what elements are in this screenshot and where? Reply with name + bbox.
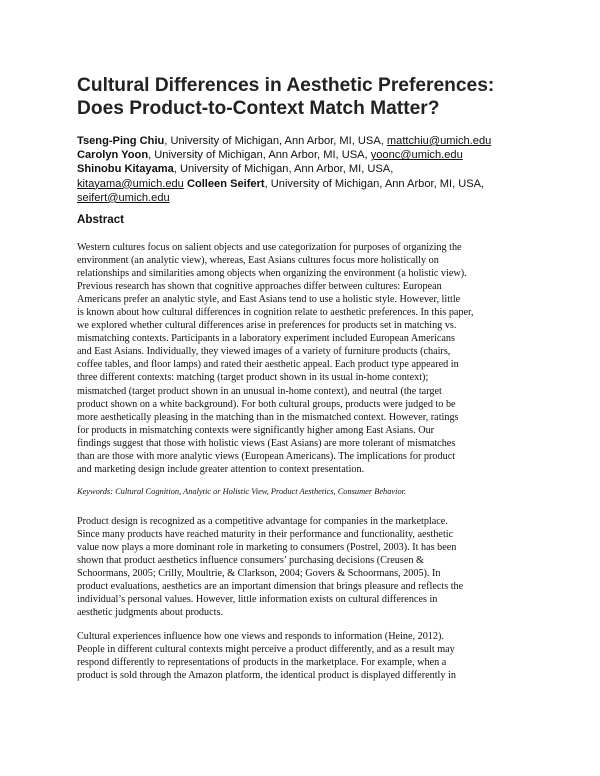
- text-line: Western cultures focus on salient objects and use categorization for purposes of organizing the: [77, 242, 462, 254]
- author-email-link[interactable]: kitayama@umich.edu: [77, 177, 184, 190]
- title-line: Does Product-to-Context Match Matter?: [77, 98, 440, 119]
- author-email-link[interactable]: seifert@umich.edu: [77, 191, 170, 204]
- text-line: respond differently to representations of products in the marketplace. For example, when a: [77, 657, 447, 669]
- author-name: Tseng-Ping Chiu: [77, 135, 165, 147]
- text-line: Since many products have reached maturity in their performance and functionality, aesthetic: [77, 528, 454, 540]
- text-line: three different contexts: matching (target product shown in its usual in-home context);: [77, 372, 429, 384]
- text-line: Previous research has shown that cognitive approaches differ between cultures: European: [77, 281, 442, 293]
- text-line: individual’s personal values. However, little information exists on cultural differences in: [77, 594, 438, 606]
- text-line: People in different cultural contexts might perceive a product differently, and as a result may: [77, 644, 455, 656]
- author-line: [77, 191, 525, 205]
- body-paragraph: [77, 515, 525, 619]
- text-line: aesthetic judgments about products.: [77, 607, 223, 619]
- text-line: coffee tables, and floor lamps) and rated their aesthetic appeal. Each product type appeared in: [77, 359, 459, 371]
- abstract-text: [77, 241, 525, 476]
- author-line: [77, 148, 525, 162]
- paper-page: [77, 74, 525, 693]
- author-affiliation: , University of Michigan, Ann Arbor, MI, USA,: [148, 149, 371, 162]
- author-line: [77, 134, 525, 148]
- abstract-heading: Abstract: [77, 213, 125, 227]
- author-name: Carolyn Yoon: [77, 149, 149, 162]
- body-paragraph: [77, 630, 525, 682]
- text-line: for products in mismatching contexts were significantly higher among East Asians. Our: [77, 424, 435, 436]
- text-line: Americans prefer an analytic style, and East Asians tend to use a holistic style. However, little: [77, 294, 461, 306]
- text-line: and East Asians. Individually, they viewed images of a variety of furniture products (chairs,: [77, 346, 451, 358]
- text-line: product is sold through the Amazon platform, the identical product is displayed differently in: [77, 670, 456, 682]
- text-line: product shown on a white background). For both cultural groups, products were judged to be: [77, 398, 456, 410]
- author-affiliation: , University of Michigan, Ann Arbor, MI, USA,: [173, 163, 394, 176]
- text-line: than are those with more analytic views (European Americans). The implications for product: [77, 450, 456, 462]
- keywords-line: Keywords: Cultural Cognition, Analytic or Holistic View, Product Aesthetics, Consumer Behavior.: [77, 486, 407, 496]
- text-line: shown that product aesthetics influence consumers’ purchasing decisions (Creusen &: [77, 555, 424, 566]
- author-affiliation: , University of Michigan, Ann Arbor, MI, USA,: [164, 135, 387, 147]
- text-line: Cultural experiences influence how one views and responds to information (Heine, 2012).: [77, 631, 444, 643]
- author-name: Shinobu Kitayama: [77, 163, 174, 176]
- author-list: [77, 134, 525, 205]
- text-line: we explored whether cultural differences arise in preferences for products set in matching vs.: [77, 320, 457, 332]
- title-line: Cultural Differences in Aesthetic Preferences:: [77, 75, 495, 96]
- author-line: [77, 162, 525, 176]
- text-line: is known about how cultural differences in cognition relate to aesthetic preferences. In this paper,: [77, 307, 474, 319]
- text-line: Product design is recognized as a competitive advantage for companies in the marketplace.: [77, 515, 448, 527]
- text-line: value now plays a more dominant role in marketing to consumers (Postrel, 2003). It has been: [77, 541, 457, 553]
- author-email-link[interactable]: mattchiu@umich.edu: [386, 135, 492, 147]
- author-line: [77, 177, 525, 191]
- text-line: environment (an analytic view), whereas, East Asians cultures focus more holistically on: [77, 255, 439, 267]
- text-line: product evaluations, aesthetics are an important dimension that brings pleasure and reflects the: [77, 581, 464, 593]
- author-affiliation: , University of Michigan, Ann Arbor, MI, USA,: [264, 177, 485, 190]
- text-line: Schoormans, 2005; Crilly, Moultrie, & Clarkson, 2004; Govers & Schoormans, 2005). In: [77, 568, 441, 580]
- author-email-link[interactable]: yoonc@umich.edu: [370, 149, 463, 162]
- paper-title: [77, 74, 525, 120]
- text-line: mismatched (target product shown in an unusual in-home context), and neutral (the target: [77, 385, 442, 397]
- text-line: and marketing design include greater attention to context presentation.: [77, 463, 365, 475]
- text-line: findings suggest that those with holistic views (East Asians) are more tolerant of mismatches: [77, 437, 456, 449]
- text-line: more aesthetically pleasing in the matching than in the mismatched context. However, ratings: [77, 411, 459, 423]
- text-line: mismatching contexts. Participants in a laboratory experiment included European Americans: [77, 333, 455, 345]
- text-line: relationships and similarities among objects when organizing the environment (a holistic view).: [77, 268, 467, 280]
- author-name: Colleen Seifert: [186, 177, 265, 190]
